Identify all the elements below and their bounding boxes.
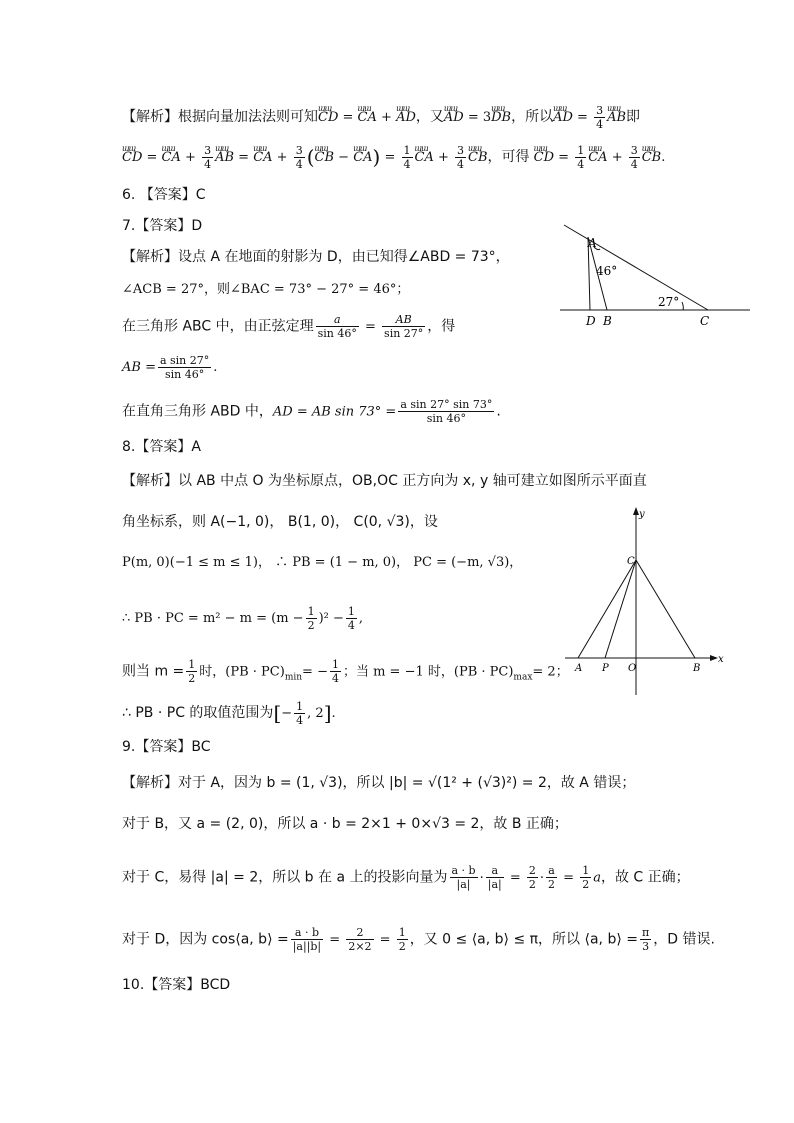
- q8-l5-min: min: [284, 672, 303, 683]
- q9-analysis-line4: 对于 D，因为 cos⟨a, b⟩ = $\frac{a \cdot b}{|a||b|}$ = $\frac{2}{2\times 2}$ = $\frac{1}{2}$ ，又 0 ≤ ⟨a, b⟩ ≤ π，所以 ⟨a, b⟩ = $\frac{\pi}{3}$ ，D 错误.: [122, 926, 715, 953]
- label-C: C: [627, 556, 635, 567]
- frac-1d: 1: [331, 658, 339, 671]
- x-arrow: [710, 655, 718, 661]
- q5-eq3: ɯɯ AD = $\frac{3}{4}$ ɯɯ AB: [553, 110, 626, 125]
- frac-num-asin27: a sin 27°: [159, 354, 210, 367]
- frac-a: a: [486, 864, 504, 878]
- frac-a2: a: [546, 864, 557, 878]
- label-y: y: [639, 509, 645, 520]
- q5-suffix: 即: [626, 109, 641, 125]
- label-P: P: [602, 663, 609, 674]
- frac-1b: 1: [347, 605, 355, 618]
- q9-analysis-line2: 对于 B，又 a = (2, 0)，所以 a · b = 2×1 + 0×√3 = 2，故 B 正确；: [122, 816, 568, 832]
- label-x: x: [718, 654, 724, 665]
- q5-analysis-line2: ɯɯ CD = ɯɯ CA + $\frac{3}{4}$ ɯɯ AB = ɯɯ CA + $\frac{3}{4}$ (ɯɯ CB − ɯɯ CA) = $\frac{1}{4}$ ɯɯ CA + $\frac{3}{4}$ ɯɯ CB，可得 ɯɯ CD = $\frac{1}{4}$ ɯɯ CA + $\frac{3}{4}$ ɯɯ CB.: [122, 144, 665, 171]
- frac-absa: |a|: [456, 878, 471, 891]
- q7-analysis-line2: ∠ACB = 27°，则∠BAC = 73° − 27° = 46°；: [122, 282, 410, 297]
- frac-1: 1: [307, 605, 315, 618]
- q5-mid: ，又: [415, 109, 444, 125]
- frac-den-sin46b: sin 46°: [164, 368, 205, 381]
- q8-analysis-line4: ∴ PB · PC = m² − m = (m − $\frac{1}{2}$ )² − $\frac{1}{4}$ ,: [122, 605, 364, 632]
- angle-arc-C: [682, 302, 683, 310]
- q8-line4-suffix: )² −: [318, 611, 344, 626]
- frac-den-sin27: sin 27°: [384, 327, 424, 340]
- label-D: D: [586, 314, 596, 328]
- frac-2a: 2: [528, 864, 536, 877]
- q9-analysis-line3: 对于 C，易得 |a| = 2，所以 b 在 a 上的投影向量为 $\frac{a \cdot b}{|a|}$ · $\frac{a}{|a|}$ = $\frac{2}{2}$ · $\frac{a}{2}$ = $\frac{1}{2}$ a，故 C 正确；: [122, 864, 690, 891]
- frac-ab: a · b: [451, 864, 476, 877]
- q8-l5-e: = 2；: [532, 664, 569, 680]
- label-C: C: [700, 314, 710, 328]
- q9-l4-prefix: 对于 D，因为 cos⟨a, b⟩ =: [122, 931, 289, 948]
- q9-l4-mid: ，又 0 ≤ ⟨a, b⟩ ≤ π，所以 ⟨a, b⟩ =: [409, 931, 638, 948]
- frac-4: 4: [347, 619, 355, 632]
- frac-ab2: a · b: [291, 926, 323, 940]
- q7-answer: 7.【答案】D: [122, 218, 203, 234]
- q8-coordinate-diagram: [560, 505, 730, 700]
- q8-l6-prefix: ∴ PB · PC 的取值范围为: [122, 705, 274, 721]
- label-46: 46°: [596, 264, 618, 278]
- frac-2e: 2: [346, 926, 373, 940]
- q8-l5-b: 时，(PB · PC): [199, 664, 285, 680]
- q8-l5-a: 则当 m =: [122, 663, 185, 680]
- q10-answer: 10.【答案】BCD: [122, 977, 231, 993]
- frac-2x2: 2×2: [348, 940, 372, 953]
- label-A: A: [575, 663, 583, 674]
- q7-analysis-line4: AB = $\frac{\text{a sin 27°}}{\sin 46^\circ}$ .: [122, 354, 218, 381]
- q9-l3-suffix: ，故 C 正确；: [600, 869, 690, 886]
- q7-analysis-line1: 【解析】设点 A 在地面的射影为 D，由已知得∠ABD = 73°，: [122, 249, 510, 265]
- q5-analysis-prefix: 【解析】根据向量加法法则可知: [122, 109, 318, 125]
- q8-answer: 8.【答案】A: [122, 439, 201, 455]
- frac-den-sin46: sin 46°: [317, 327, 357, 340]
- frac-num-asin27sin73: a sin 27° sin 73°: [400, 398, 493, 411]
- segment-CA: [578, 560, 636, 658]
- frac-abden: |a||b|: [292, 940, 322, 953]
- q5-mid-text: ，可得: [487, 149, 530, 165]
- frac-pi: π: [641, 926, 650, 939]
- frac-2b: 2: [528, 878, 536, 891]
- frac-4e: 4: [296, 714, 304, 727]
- q8-l5-d: ；当 m = −1 时，(PB · PC): [342, 664, 514, 680]
- q7-line3-suffix: ，得: [427, 318, 456, 335]
- q8-analysis-line1: 【解析】以 AB 中点 O 为坐标原点，OB,OC 正方向为 x, y 轴可建立如图所示平面直: [122, 473, 647, 489]
- q8-l5-max: max: [513, 672, 533, 683]
- q8-analysis-line5: [122, 658, 569, 689]
- q8-analysis-line2: 角坐标系，则 A(−1, 0)， B(1, 0)， C(0, √3)，设: [122, 514, 438, 530]
- frac-2c: 2: [188, 672, 196, 685]
- frac-1b: 1: [398, 926, 406, 939]
- label-A: A: [588, 236, 597, 250]
- segment-CB: [636, 560, 695, 658]
- label-27: 27°: [658, 295, 680, 309]
- ad-eq: AD = AB sin 73° =: [272, 404, 397, 420]
- q5-analysis-line1: [122, 104, 640, 131]
- label-B: B: [693, 663, 701, 674]
- frac-2c: 2: [548, 878, 556, 891]
- frac-absa2: |a|: [487, 878, 502, 891]
- q7-line5-prefix: 在直角三角形 ABD 中，: [122, 403, 273, 420]
- q8-line4-prefix: ∴ PB · PC = m² − m = (m −: [122, 611, 304, 626]
- line-AC: [564, 225, 708, 310]
- q7-analysis-line3: 在三角形 ABC 中，由正弦定理 $\frac{a}{\sin 46^\circ}$ = $\frac{AB}{\sin 27^\circ}$ ，得: [122, 313, 456, 340]
- q6-answer: 6. 【答案】C: [122, 187, 206, 203]
- frac-1e: 1: [296, 700, 304, 713]
- q7-analysis-line5: 在直角三角形 ABD 中，AD = AB sin 73° = $\frac{\text{a sin 27° sin 73°}}{\sin 46^\circ}$ .: [122, 398, 501, 425]
- frac-num-a: a: [316, 313, 359, 327]
- frac-4d: 4: [331, 672, 339, 685]
- frac-2d: 2: [582, 878, 590, 891]
- frac-2: 2: [307, 619, 315, 632]
- q9-l3-prefix: 对于 C，易得 |a| = 2，所以 b 在 a 上的投影向量为: [122, 869, 448, 886]
- label-O: O: [628, 663, 637, 674]
- q9-l4-suffix: ，D 错误.: [653, 931, 715, 948]
- q7-line3-prefix: 在三角形 ABC 中，由正弦定理: [122, 318, 314, 335]
- frac-3: 3: [642, 940, 650, 953]
- q8-analysis-line3: P(m, 0)(−1 ≤ m ≤ 1)， ∴ PB = (1 − m, 0)， PC = (−m, √3)，: [122, 555, 523, 570]
- q5-eq2: ɯɯ AD = 3ɯɯ DB: [444, 110, 511, 125]
- q8-analysis-line6: ∴ PB · PC 的取值范围为[− $\frac{1}{4}$ , 2].: [122, 700, 336, 727]
- q5-mid2: ，所以: [511, 109, 554, 125]
- frac-num-AB: AB: [382, 313, 425, 327]
- q9-analysis-line1: 【解析】对于 A，因为 b = (1, √3)，所以 |b| = √(1² + (√3)²) = 2，故 A 错误；: [122, 775, 636, 791]
- frac-2f: 2: [398, 940, 406, 953]
- q7-triangle-diagram: [550, 215, 750, 330]
- q5-eq1: ɯɯ CD = ɯɯ CA + ɯɯ AD: [318, 110, 416, 125]
- frac-den-sin46c: sin 46°: [426, 412, 466, 425]
- q9-answer: 9.【答案】BC: [122, 739, 211, 755]
- q8-l5-c: = −: [302, 664, 328, 680]
- frac-1c: 1: [188, 658, 196, 671]
- frac-1: 1: [582, 864, 590, 877]
- ab-eq: AB =: [122, 360, 156, 375]
- label-B: B: [603, 314, 612, 328]
- segment-CP: [605, 560, 636, 658]
